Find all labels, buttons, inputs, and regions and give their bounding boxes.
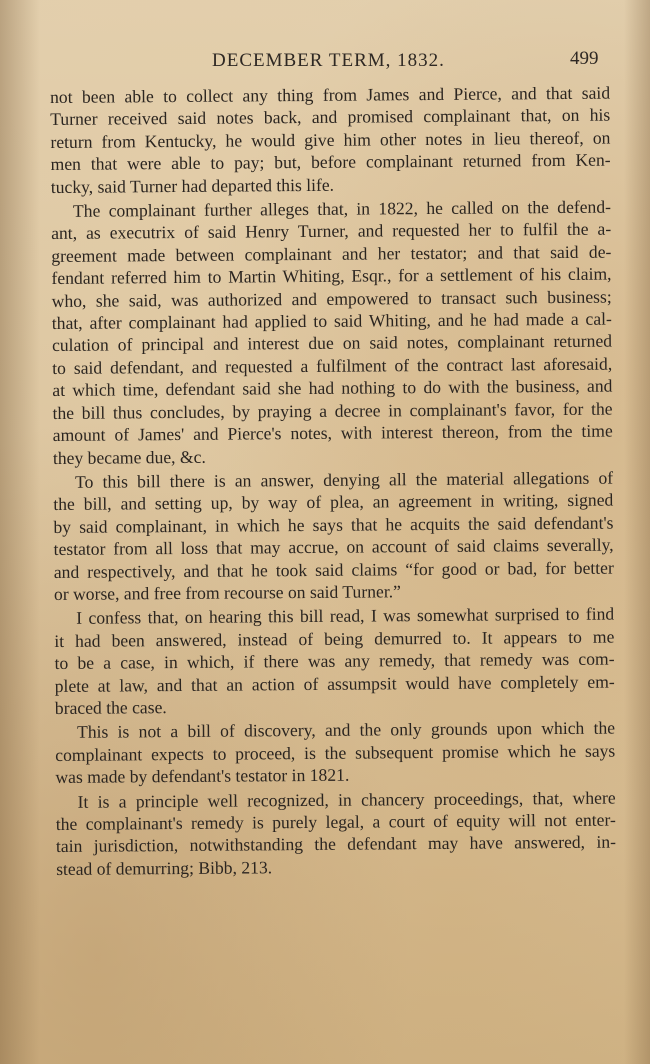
text-line: The complainant further alleges that, in 1822, he called on the defend-	[72, 196, 612, 221]
text-line: plete at law, and that an action of assumpsit would have completely em-	[54, 671, 615, 696]
text-line: men that were able to pay; but, before complainant returned from Ken-	[50, 149, 611, 175]
text-line: Turner received said notes back, and promised complainant that, on his	[50, 105, 611, 130]
running-head: DECEMBER TERM, 1832.	[212, 50, 445, 71]
text-line: tain jurisdiction, notwithstanding the defendant may have answered, in-	[55, 831, 617, 857]
text-line: To this bill there is an answer, denying all the material allegations of	[75, 467, 614, 492]
text-line: testator from all loss that may accrue, on account of said claims severally,	[53, 534, 614, 560]
text-line: and respectively, and that he took said claims “for good or bad, for better	[53, 557, 614, 582]
text-line: culation of principal and interest due on said notes, complainant returned	[51, 331, 613, 356]
page-shadow-left	[0, 0, 40, 1064]
text-line: fendant referred him to Martin Whiting, Esqr., for a settlement of his claim,	[51, 263, 612, 289]
page-number: 499	[570, 48, 599, 69]
text-line: the bill, and setting up, by way of plea, an agreement in writing, signed	[53, 489, 614, 515]
text-line: that, after complainant had applied to said Whiting, and he had made a cal-	[51, 308, 612, 334]
text-line: greement made between complainant and her testator; and that said de-	[51, 241, 612, 266]
text-line: or worse, and free from recourse on said Turner.”	[53, 581, 401, 604]
text-line: who, she said, was authorized and empowered to transact such business;	[51, 286, 612, 311]
text-line: to said defendant, and requested a fulfilment of the contract last aforesaid,	[52, 353, 613, 378]
text-line: This is not a bill of discovery, and the only grounds upon which the	[76, 717, 616, 743]
text-line: they became due, &c.	[52, 446, 206, 468]
text-line: the complainant's remedy is purely legal, a court of equity will not enter-	[55, 809, 616, 834]
body-text	[50, 82, 616, 881]
text-line: complainant expects to proceed, is the subsequent promise which he says	[55, 740, 616, 765]
page-shadow-right	[624, 0, 650, 1064]
text-line: I confess that, on hearing this bill read, I was somewhat surprised to find	[76, 603, 615, 629]
text-line: stead of demurring; Bibb, 213.	[56, 857, 273, 879]
text-line: it had been answered, instead of being demurred to. It appears to me	[54, 626, 615, 651]
page-header	[0, 48, 650, 78]
text-line: braced the case.	[54, 697, 167, 718]
text-line: ant, as executrix of said Henry Turner, and requested her to fulfil the a-	[51, 219, 612, 244]
text-line: to be a case, in which, if there was any remedy, that remedy was com-	[54, 648, 615, 674]
text-line: at which time, defendant said she had nothing to do with the business, and	[52, 375, 613, 401]
text-line: return from Kentucky, he would give him other notes in lieu thereof, on	[50, 127, 611, 152]
text-line: the bill thus concludes, by praying a decree in complainant's favor, for the	[52, 398, 613, 423]
text-line: tucky, said Turner had departed this life.	[50, 174, 335, 197]
text-line: not been able to collect any thing from James and Pierce, and that said	[50, 82, 611, 107]
text-line: It is a principle well recognized, in chancery proceedings, that, where	[77, 787, 616, 812]
text-line: by said complainant, in which he says that he acquits the said defendant's	[53, 512, 614, 537]
text-line: amount of James' and Pierce's notes, with interest thereon, from the time	[52, 420, 613, 446]
text-line: was made by defendant's testator in 1821.	[55, 764, 350, 788]
